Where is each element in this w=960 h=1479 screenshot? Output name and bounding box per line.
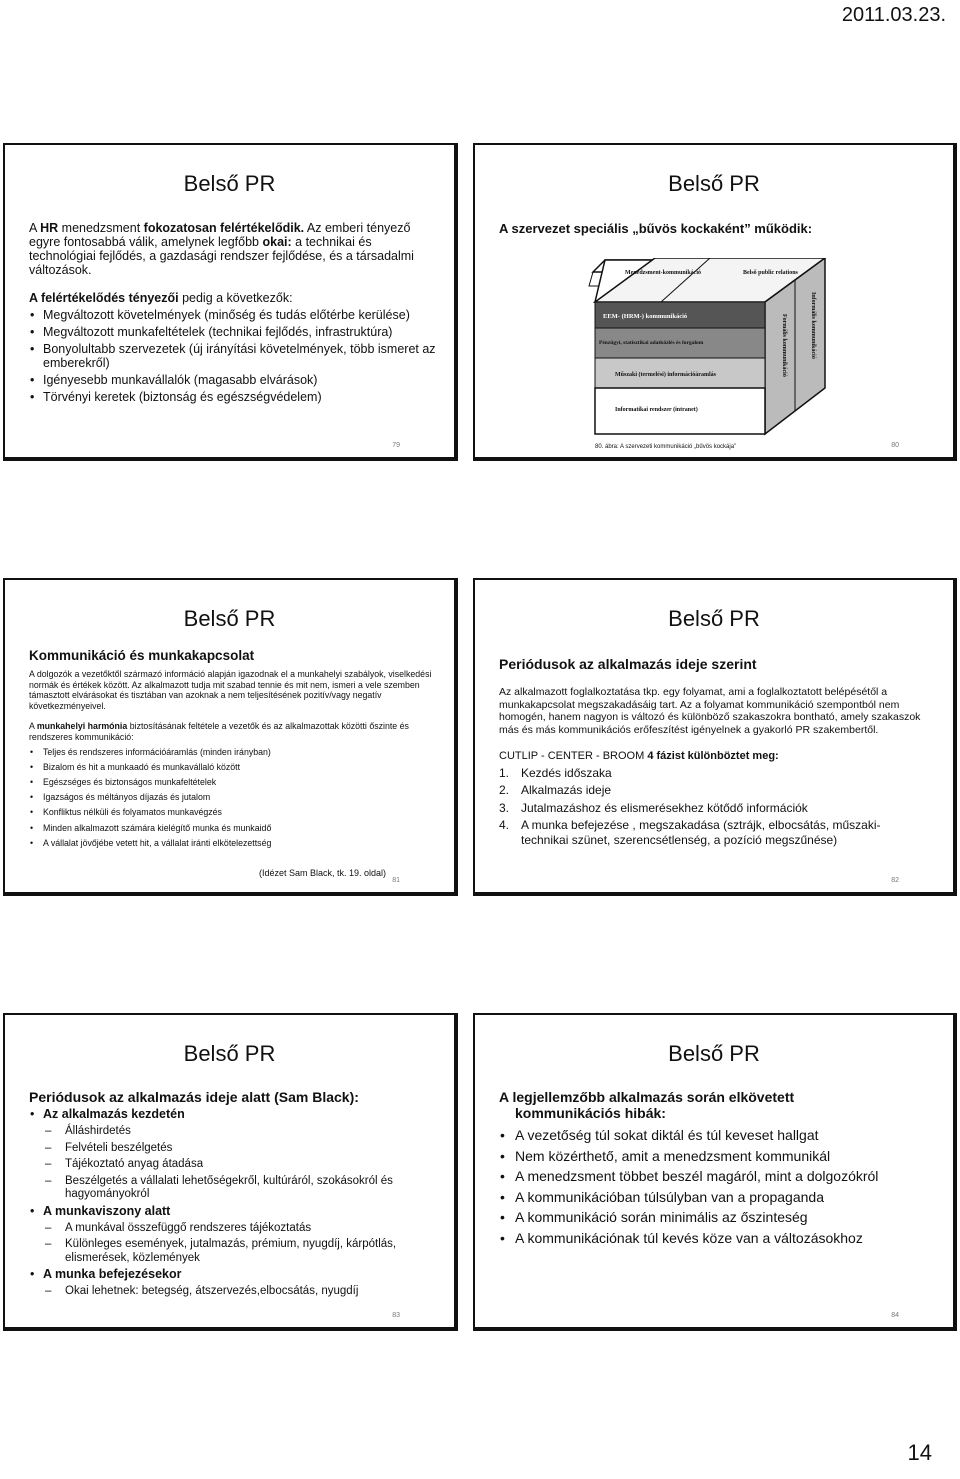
group-heading: • Az alkalmazás kezdetén: [29, 1107, 440, 1122]
page-number: 14: [907, 1440, 932, 1465]
print-date: 2011.03.23.: [841, 4, 946, 26]
slide-81: [3, 578, 458, 896]
slide-title: Belső PR: [668, 1041, 760, 1066]
list-item: – Tájékoztató anyag átadása: [29, 1158, 440, 1172]
item-text: Jutalmazáshoz és elismerésekhez kötődő információk: [521, 800, 808, 815]
intro-emphasis: okai:: [262, 235, 292, 249]
errors-list: [499, 1127, 893, 1246]
phases-bold: 4 fázist különböztet meg:: [647, 750, 779, 763]
item-number: 3.: [499, 800, 510, 815]
slide-title: Belső PR: [668, 171, 760, 196]
cube-label-internal-pr: Belső public relations: [743, 270, 798, 276]
cube-label-management: Menedzsment-kommunikáció: [625, 270, 701, 276]
slide-subtitle: A legjellemzőbb alkalmazás során elkövetett kommunikációs hibák:: [499, 1089, 795, 1121]
list-item: • Teljes és rendszeres információáramlás (minden irányban): [29, 747, 440, 758]
list-item: – Felvételi beszélgetés: [29, 1142, 440, 1156]
cube-layer-technical: Műszaki (termelési) információáramlás: [615, 372, 716, 378]
list-item: – Okai lehetnek: betegség, átszervezés,elbocsátás, nyugdíj: [29, 1285, 440, 1299]
slide-subtitle: Periódusok az alkalmazás ideje alatt (Sam Black):: [29, 1089, 359, 1105]
list-item: • Egészséges és biztonságos munkafeltételek: [29, 777, 440, 788]
list-item: • Konfliktus nélküli és folyamatos munkavégzés: [29, 807, 440, 818]
harmony-list: [29, 747, 440, 848]
list-item: • Bonyolultabb szervezetek (új irányítási követelmények, több ismeret az emberekről): [29, 342, 440, 370]
list-item: – Különleges események, jutalmazás, prémium, nyugdíj, kárpótlás, elismerések, közlemények: [29, 1238, 440, 1265]
cube-layer-finance: Pénzügyi, statisztikai adatközlés és forgalom: [599, 340, 704, 346]
list-item: • Törvényi keretek (biztonság és egészségvédelem): [29, 390, 440, 404]
slide-number: 80: [891, 442, 899, 449]
figure-caption: 80. ábra: A szervezeti kommunikáció „bűvös kockája”: [595, 444, 737, 450]
list-item: [499, 818, 923, 847]
group-heading: • A munka befejezésekor: [29, 1267, 440, 1282]
list-item: [499, 801, 923, 816]
slide-83: [3, 1013, 458, 1331]
slide-number: 83: [392, 1312, 400, 1319]
factors-list: [29, 308, 440, 404]
slide-body: [29, 221, 440, 404]
slide-number: 81: [392, 877, 400, 884]
slide-80: [473, 143, 957, 461]
periods-list: [29, 1107, 440, 1299]
slide-title: Belső PR: [183, 1041, 276, 1066]
intro-emphasis: fokozatosan felértékelődik.: [143, 221, 305, 235]
cube-layer-hrm: EEM- (HRM-) kommunikáció: [603, 313, 688, 320]
slide-number: 79: [392, 442, 400, 449]
slide-body: [499, 1089, 893, 1246]
list-item: – Álláshirdetés: [29, 1125, 440, 1139]
intro-text: A: [29, 221, 41, 235]
slide-79: [3, 143, 458, 461]
list-item: [499, 766, 923, 781]
item-text: A munka befejezése , megszakadása (sztrájk, elbocsátás, műszaki-technikai szünet, szerencsétlenség, a pozíció megszűnése): [521, 818, 881, 847]
item-text: Alkalmazás ideje: [521, 783, 612, 798]
slide-body: [29, 1089, 440, 1299]
slide-subtitle: Kommunikáció és munkakapcsolat: [29, 648, 255, 663]
list-item: • A menedzsment többet beszél magáról, mint a dolgozókról: [499, 1168, 893, 1185]
phases-list: [499, 766, 923, 848]
slide-title: Belső PR: [183, 171, 276, 196]
intro-text: Az emberi tényező egyre fontosabbá válik, amelynek legfőbb: [29, 221, 411, 249]
item-number: 4.: [499, 818, 510, 833]
list-item: • Igazságos és méltányos díjazás és jutalom: [29, 792, 440, 803]
list-item: • Igényesebb munkavállalók (magasabb elvárások): [29, 373, 440, 387]
list-item: • Megváltozott munkafeltételek (technikai fejlődés, infrastruktúra): [29, 325, 440, 339]
list-item: • A kommunikáció során minimális az őszinteség: [499, 1209, 893, 1226]
cube-side-informal: Informális kommunikáció: [810, 292, 816, 359]
list-item: • A vállalat jövőjébe vetett hit, a vállalat iránti elkötelezettség: [29, 838, 440, 849]
slide-title: Belső PR: [668, 606, 760, 631]
paragraph: [29, 721, 440, 742]
list-item: [499, 783, 923, 798]
cube-layer-it: Informatikai rendszer (intranet): [615, 407, 698, 413]
item-text: Kezdés időszaka: [521, 765, 612, 780]
list-item: – Beszélgetés a vállalati lehetőségekről, kultúráról, szokásokról és hagyományokról: [29, 1175, 440, 1202]
list-item: • A vezetőség túl sokat diktál és túl keveset hallgat: [499, 1127, 893, 1144]
slide-title: Belső PR: [183, 606, 276, 631]
group-heading: • A munkaviszony alatt: [29, 1204, 440, 1219]
cube-side-formal: Formális kommunikáció: [781, 314, 787, 377]
item-number: 1.: [499, 765, 510, 780]
factors-bold: A felértékelődés tényezői: [29, 291, 179, 305]
slide-subtitle: Periódusok az alkalmazás ideje szerint: [499, 656, 757, 672]
paragraph: Az alkalmazott foglalkoztatása tkp. egy folyamat, ami a foglalkoztatott belépésétől a munkakapcsolat megszakadásáig tart. Az a folyamat kommunikáció szempontból nem homogén, hanem nagyon is változó és különböző szakaszokra bontható, amely szakaszok más és más kommunikációs erőfeszítést igényelnek a gyakorló PR szakembertől.: [499, 686, 921, 736]
list-item: • A kommunikációban túlsúlyban van a propaganda: [499, 1189, 893, 1206]
list-item: • Minden alkalmazott számára kielégítő munka és munkaidő: [29, 823, 440, 834]
intro-text: a technikai és technológiai fejlődés, a gazdasági rendszer fejlődése, és a társadalmi változások.: [29, 235, 414, 277]
phases-heading: [499, 750, 923, 763]
intro-hr: HR: [40, 221, 59, 235]
list-item: • Nem közérthető, amit a menedzsment kommunikál: [499, 1148, 893, 1165]
slide-82: [473, 578, 957, 896]
slide-body: [499, 221, 939, 236]
slide-number: 82: [891, 877, 899, 884]
paragraph-emphasis: munkahelyi harmónia: [36, 721, 128, 732]
paragraph-text: A: [29, 721, 37, 732]
list-item: • A kommunikációnak túl kevés köze van a változásokhoz: [499, 1230, 893, 1247]
factors-text: pedig a következők:: [178, 291, 293, 305]
magic-cube-figure: [575, 258, 879, 450]
slide-subtitle: A szervezet speciális „bűvös kockaként” működik:: [499, 221, 813, 236]
slide-body: [499, 656, 923, 847]
intro-text: menedzsment: [58, 221, 144, 235]
list-item: • Bizalom és hit a munkaadó és munkavállaló között: [29, 762, 440, 773]
paragraph: A dolgozók a vezetőktől származó információ alapján igazodnak el a munkahelyi szabályok, viselkedési normák és értékek között. Az alkalmazott tudja mit szabad tennie és mit nem, ismeri a vele szemben támasztott elvárásokat és tisztában van azoknak a nem teljesítésének pozitív/vagy negatív következményeivel.: [29, 669, 432, 711]
phases-text: CUTLIP - CENTER - BROOM: [499, 750, 648, 763]
slide-84: [473, 1013, 957, 1331]
factors-heading: [29, 291, 440, 305]
slide-body: [29, 648, 440, 848]
list-item: • Megváltozott követelmények (minőség és tudás előtérbe kerülése): [29, 308, 440, 322]
citation: (Idézet Sam Black, tk. 19. oldal): [259, 868, 387, 878]
item-number: 2.: [499, 783, 510, 798]
list-item: – A munkával összefüggő rendszeres tájékoztatás: [29, 1222, 440, 1236]
slide-number: 84: [891, 1312, 899, 1319]
paragraph-text: biztosításának feltétele a vezetők és az alkalmazottak közötti őszinte és rendszeres kommunikáció:: [29, 721, 409, 742]
intro-paragraph: [29, 221, 440, 277]
